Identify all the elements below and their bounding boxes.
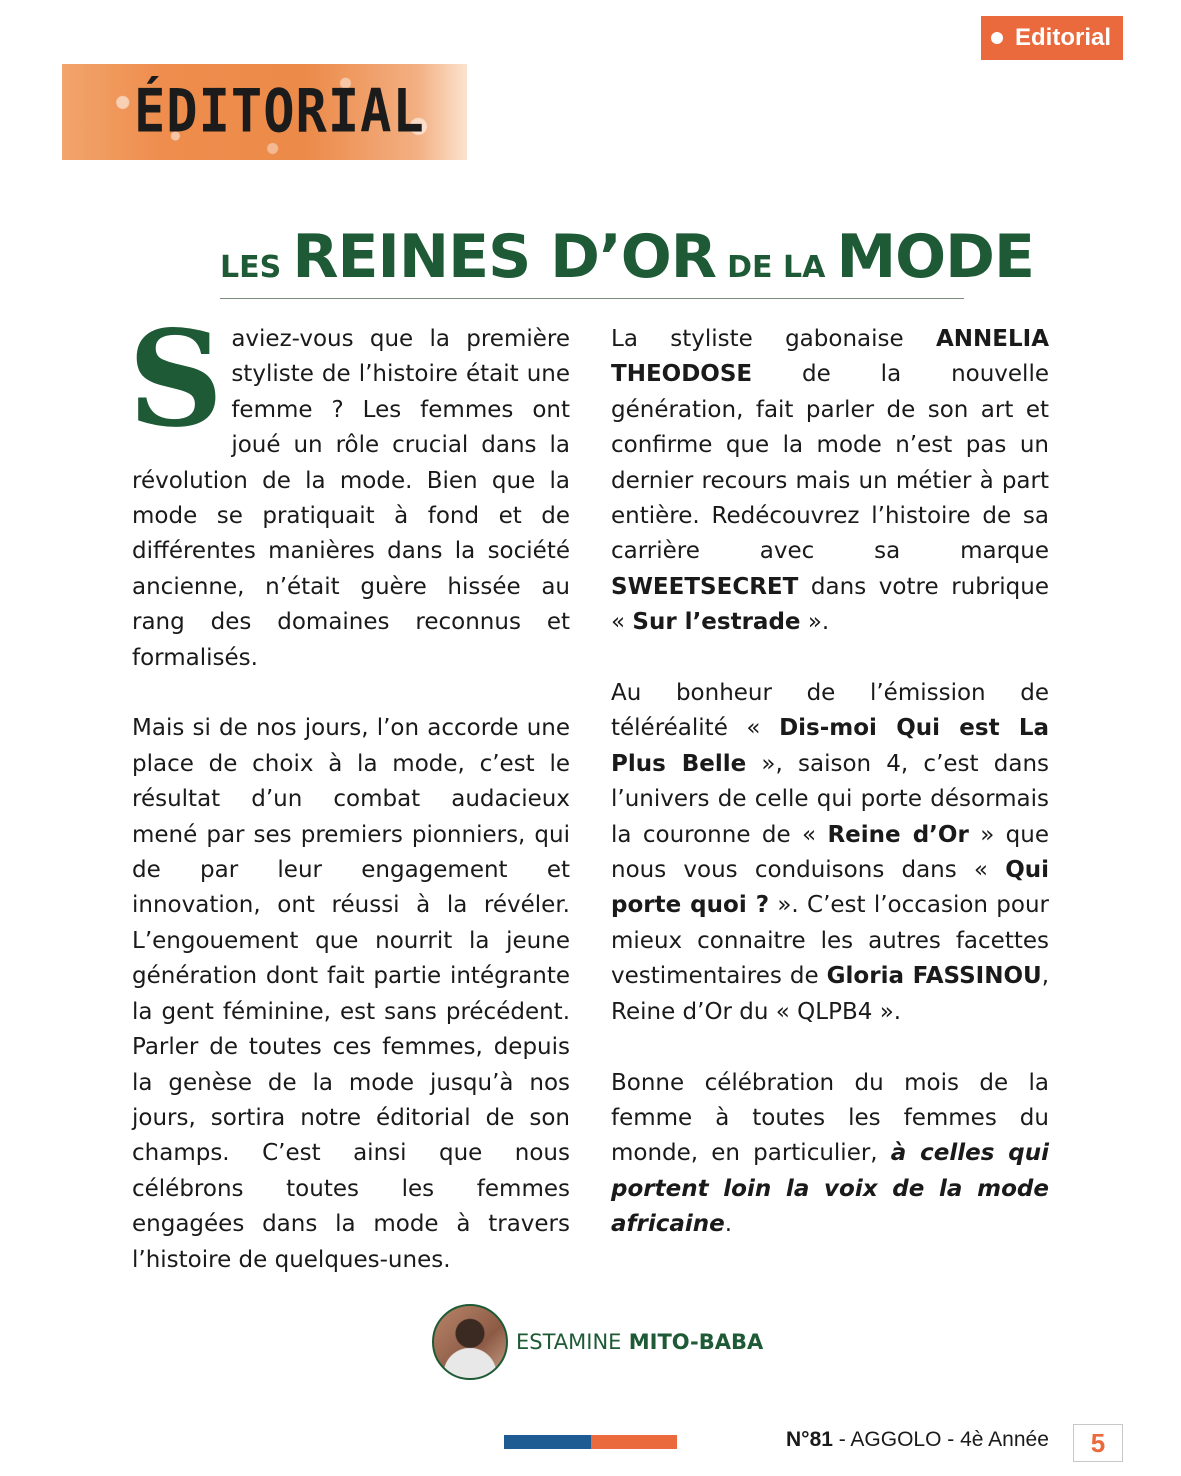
text-run: », saison 4, c’est dans l’univers de celle qui porte désormais la couronne de «	[611, 750, 1049, 848]
rubric-name: Qui porte quoi ?	[611, 857, 1049, 919]
title-part-les: LES	[220, 250, 282, 285]
author-portrait-icon	[432, 1304, 508, 1380]
designer-name: ANNELIA THEODOSE	[611, 326, 1049, 388]
footer-bar-blue	[504, 1435, 591, 1449]
text-run: , Reine d’Or du « QLPB4 ».	[611, 963, 1049, 1025]
paragraph-5	[611, 1066, 1049, 1243]
paragraph-2: Mais si de nos jours, l’on accorde une place de choix à la mode, c’est le résultat d’un combat audacieux mené par ses premiers pionniers, qui de par leur engagement et innovation, ont réussi à la révéler. L’engouement que nourrit la jeune génération dont fait partie intégrante la gent féminine, est sans précédent. Parler de toutes ces femmes, depuis la genèse de la mode jusqu’à nos jours, sortira notre éditorial de son champs. C’est ainsi que nous célébrons toutes les femmes engagées dans la mode à travers l’histoire de quelques-unes.	[132, 715, 570, 1273]
section-tag	[981, 16, 1123, 60]
magazine-name: - AGGOLO - 4è Année	[832, 1428, 1049, 1451]
show-name: Dis-moi Qui est La Plus Belle	[611, 715, 1050, 777]
queen-name: Gloria FASSINOU	[826, 963, 1042, 990]
paragraph-1	[128, 302, 570, 676]
text-run: La styliste gabonaise	[611, 326, 936, 352]
editorial-banner	[62, 64, 467, 160]
text-run: » que nous vous conduisons dans «	[611, 821, 1049, 884]
page-number: 5	[1073, 1424, 1123, 1462]
left-column	[128, 302, 570, 1313]
text-run: dans votre rubrique «	[611, 573, 1049, 636]
bullet-dot-icon	[991, 32, 1003, 44]
text-run: Au bonheur de l’émission de téléréalité «	[611, 680, 1049, 742]
title-divider	[220, 298, 964, 299]
issue-number: N°81	[786, 1428, 833, 1451]
page-title	[220, 222, 1034, 292]
brand-name: SWEETSECRET	[611, 573, 799, 600]
author-first-name: ESTAMINE	[516, 1330, 622, 1354]
drop-cap: S	[128, 302, 224, 457]
paragraph-1-text: aviez-vous que la première styliste de l’histoire était une femme ? Les femmes ont joué un rôle crucial dans la révolution de la mode. Bien que la mode se pratiquait à fond et de différentes manières dans la société ancienne, n’était guère hissée au rang des domaines reconnus et formalisés.	[132, 326, 570, 671]
footer-bar-orange	[591, 1435, 677, 1449]
rubric-name: Sur l’estrade	[632, 609, 801, 636]
closing-emphasis: à celles qui portent loin la voix de la mode africaine	[611, 1140, 1050, 1238]
footer-issue	[786, 1428, 1049, 1452]
paragraph-3	[611, 322, 1049, 641]
author-name	[516, 1330, 763, 1354]
section-tag-label: Editorial	[1015, 24, 1112, 51]
crown-title: Reine d’Or	[827, 821, 969, 848]
text-run: Bonne célébration du mois de la femme à toutes les femmes du monde, en particulier,	[611, 1069, 1049, 1167]
title-part-dela: DE LA	[727, 250, 826, 285]
text-run: .	[724, 1211, 733, 1238]
author-last-name: MITO-BABA	[628, 1330, 764, 1354]
right-column	[611, 322, 1049, 1278]
title-part-reines: REINES D’OR	[292, 222, 716, 292]
editorial-banner-label: ÉDITORIAL	[134, 77, 425, 147]
title-part-mode: MODE	[836, 222, 1034, 292]
text-run: de la nouvelle génération, fait parler de son art et confirme que la mode n’est pas un dernier recours mais un métier à part entière. Redécouvrez l’histoire de sa carrière avec sa marque	[611, 361, 1049, 565]
author-byline	[432, 1303, 763, 1381]
text-run: ». C’est l’occasion pour mieux connaitre les autres facettes vestimentaires de	[611, 892, 1049, 990]
paragraph-4	[611, 676, 1049, 1030]
text-run: ».	[800, 609, 830, 636]
